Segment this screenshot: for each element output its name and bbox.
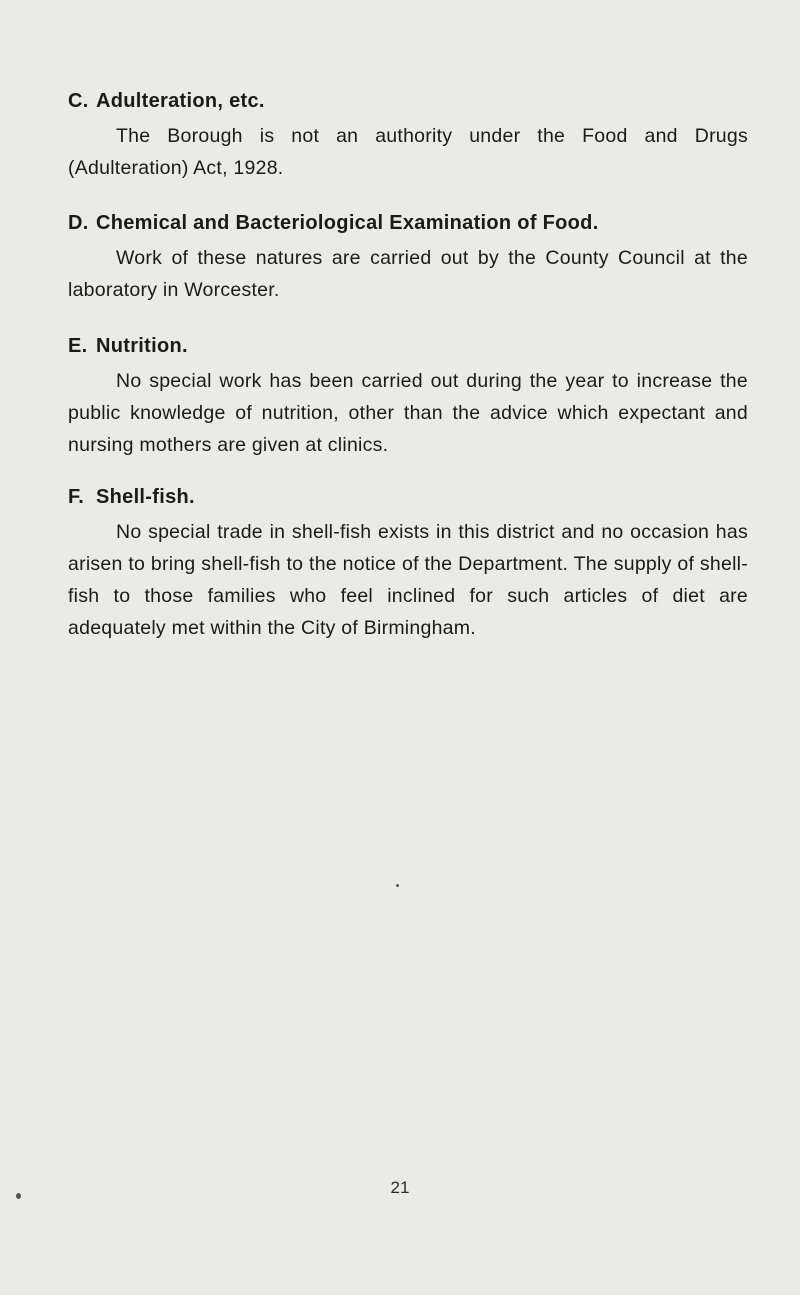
section-title: Chemical and Bacteriological Examination of Food.	[96, 212, 599, 234]
section-title: Shell-fish.	[96, 486, 195, 508]
page-number: 21	[390, 1178, 410, 1197]
section-paragraph: The Borough is not an authority under the Food and Drugs (Adulteration) Act, 1928.	[68, 125, 748, 179]
section-letter: F.	[68, 486, 85, 508]
section-heading	[68, 210, 748, 236]
section-title: Adulteration, etc.	[96, 90, 265, 112]
section-paragraph: No special work has been carried out during the year to increase the public knowledge of nutrition, other than the advice which expectant and nursing mothers are given at clinics.	[68, 370, 748, 456]
scan-speck	[16, 1193, 21, 1199]
section-adulteration	[68, 88, 748, 184]
section-letter: D.	[68, 212, 89, 234]
section-paragraph: Work of these natures are carried out by the County Council at the laboratory in Worcester.	[68, 247, 748, 301]
section-paragraph: No special trade in shell-fish exists in this district and no occasion has arisen to bring shell-fish to the notice of the Department. The supply of shell-fish to those families who feel inclined for such articles of diet are adequately met within the City of Birmingham.	[68, 521, 748, 639]
section-letter: E.	[68, 335, 88, 357]
section-nutrition	[68, 333, 748, 461]
section-heading	[68, 333, 748, 359]
section-letter: C.	[68, 90, 89, 112]
section-heading	[68, 88, 748, 114]
section-heading	[68, 484, 748, 510]
scan-speck	[396, 884, 399, 887]
section-chemical-bacteriological	[68, 210, 748, 306]
section-shell-fish	[68, 484, 748, 644]
section-title: Nutrition.	[96, 335, 188, 357]
